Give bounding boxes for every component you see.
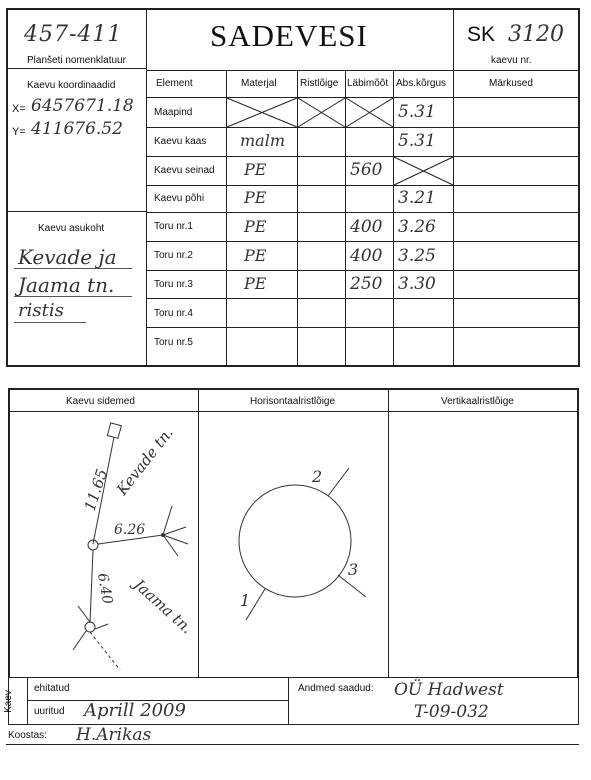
pipe-number-3: 3 (348, 560, 359, 579)
tie-distance-3: 6.40 (94, 571, 116, 606)
row-element: Toru nr.4 (154, 308, 193, 319)
page-title: SADEVESI (210, 18, 368, 53)
pipe-number-2: 2 (312, 467, 323, 486)
row-abs: 3.21 (398, 188, 436, 208)
location-line-3: ristis (18, 300, 64, 321)
row-material: PE (244, 274, 267, 293)
footer-line (288, 677, 579, 678)
street-label-jaama: Jaama tn. (130, 575, 197, 638)
header-notes: Märkused (489, 78, 533, 89)
location-label: Kaevu asukoht (38, 223, 105, 234)
pipe-number-1: 1 (240, 591, 251, 610)
horizontal-label: Horisontaalristlõige (250, 396, 336, 407)
y-coordinate: 411676.52 (31, 119, 123, 139)
row-material: PE (244, 160, 267, 179)
row-material: PE (244, 217, 267, 236)
sk-prefix: SK (467, 23, 496, 46)
compiled-label: Koostas: (8, 730, 47, 741)
x-prefix: X= (12, 103, 26, 115)
footer-line (27, 677, 28, 725)
row-element: Kaevu seinad (154, 165, 215, 176)
row-diameter: 400 (350, 217, 383, 237)
nomenclature-label: Planšeti nomenklatuur (27, 55, 126, 66)
row-abs: 5.31 (398, 102, 436, 122)
street-label-kevade: Kevade tn. (112, 423, 177, 499)
built-label: ehitatud (34, 683, 70, 694)
surveyed-label: uuritud (34, 706, 65, 717)
row-element: Toru nr.3 (154, 279, 193, 290)
location-line-1: Kevade ja (18, 245, 117, 269)
data-source-label: Andmed saadud: (298, 683, 374, 694)
row-element: Toru nr.1 (154, 221, 193, 232)
row-element: Maapind (154, 107, 193, 118)
header-material: Materjal (241, 78, 277, 89)
row-diameter: 560 (350, 160, 383, 180)
data-source-line-2: T-09-032 (414, 702, 489, 722)
compiled-value: H.Arikas (76, 725, 152, 745)
header-element: Element (156, 78, 193, 89)
row-material: PE (244, 246, 267, 265)
footer-line (8, 677, 288, 678)
well-circle (239, 485, 351, 597)
row-element: Toru nr.5 (154, 337, 193, 348)
location-line-2: Jaama tn. (18, 273, 115, 297)
y-prefix: Y= (12, 126, 26, 138)
coordinates-label: Kaevu koordinaadid (27, 80, 116, 91)
header-abs-height: Abs.kõrgus (396, 78, 447, 89)
side-label: Kaev (2, 690, 14, 713)
footer-line (288, 677, 289, 725)
row-abs: 3.26 (398, 217, 436, 237)
header-diameter: Läbimõõt (347, 78, 389, 89)
nomenclature-value: 457-411 (24, 22, 123, 47)
row-material: PE (244, 188, 267, 207)
row-element: Toru nr.2 (154, 250, 193, 261)
tie-distance-1: 11.65 (80, 466, 112, 514)
row-abs: 3.25 (398, 246, 436, 266)
row-element: Kaevu kaas (154, 136, 207, 147)
sk-value: 3120 (508, 22, 564, 47)
row-material: malm (240, 131, 285, 150)
row-abs: 3.30 (398, 274, 436, 294)
ties-label: Kaevu sidemed (66, 396, 135, 407)
surveyed-value: Aprill 2009 (84, 700, 186, 721)
row-diameter: 250 (350, 274, 383, 294)
x-coordinate: 6457671.18 (31, 96, 134, 116)
vertical-label: Vertikaalristlõige (441, 396, 514, 407)
row-diameter: 400 (350, 246, 383, 266)
tie-distance-2: 6.26 (114, 522, 146, 538)
row-element: Kaevu põhi (154, 193, 205, 204)
pipe-line-2 (328, 468, 349, 496)
data-source-line-1: OÜ Hadwest (394, 680, 504, 700)
header-cross-section: Ristlõige (300, 78, 339, 89)
row-abs: 5.31 (398, 131, 436, 151)
footer-line (578, 677, 579, 725)
well-no-label: kaevu nr. (491, 55, 532, 66)
